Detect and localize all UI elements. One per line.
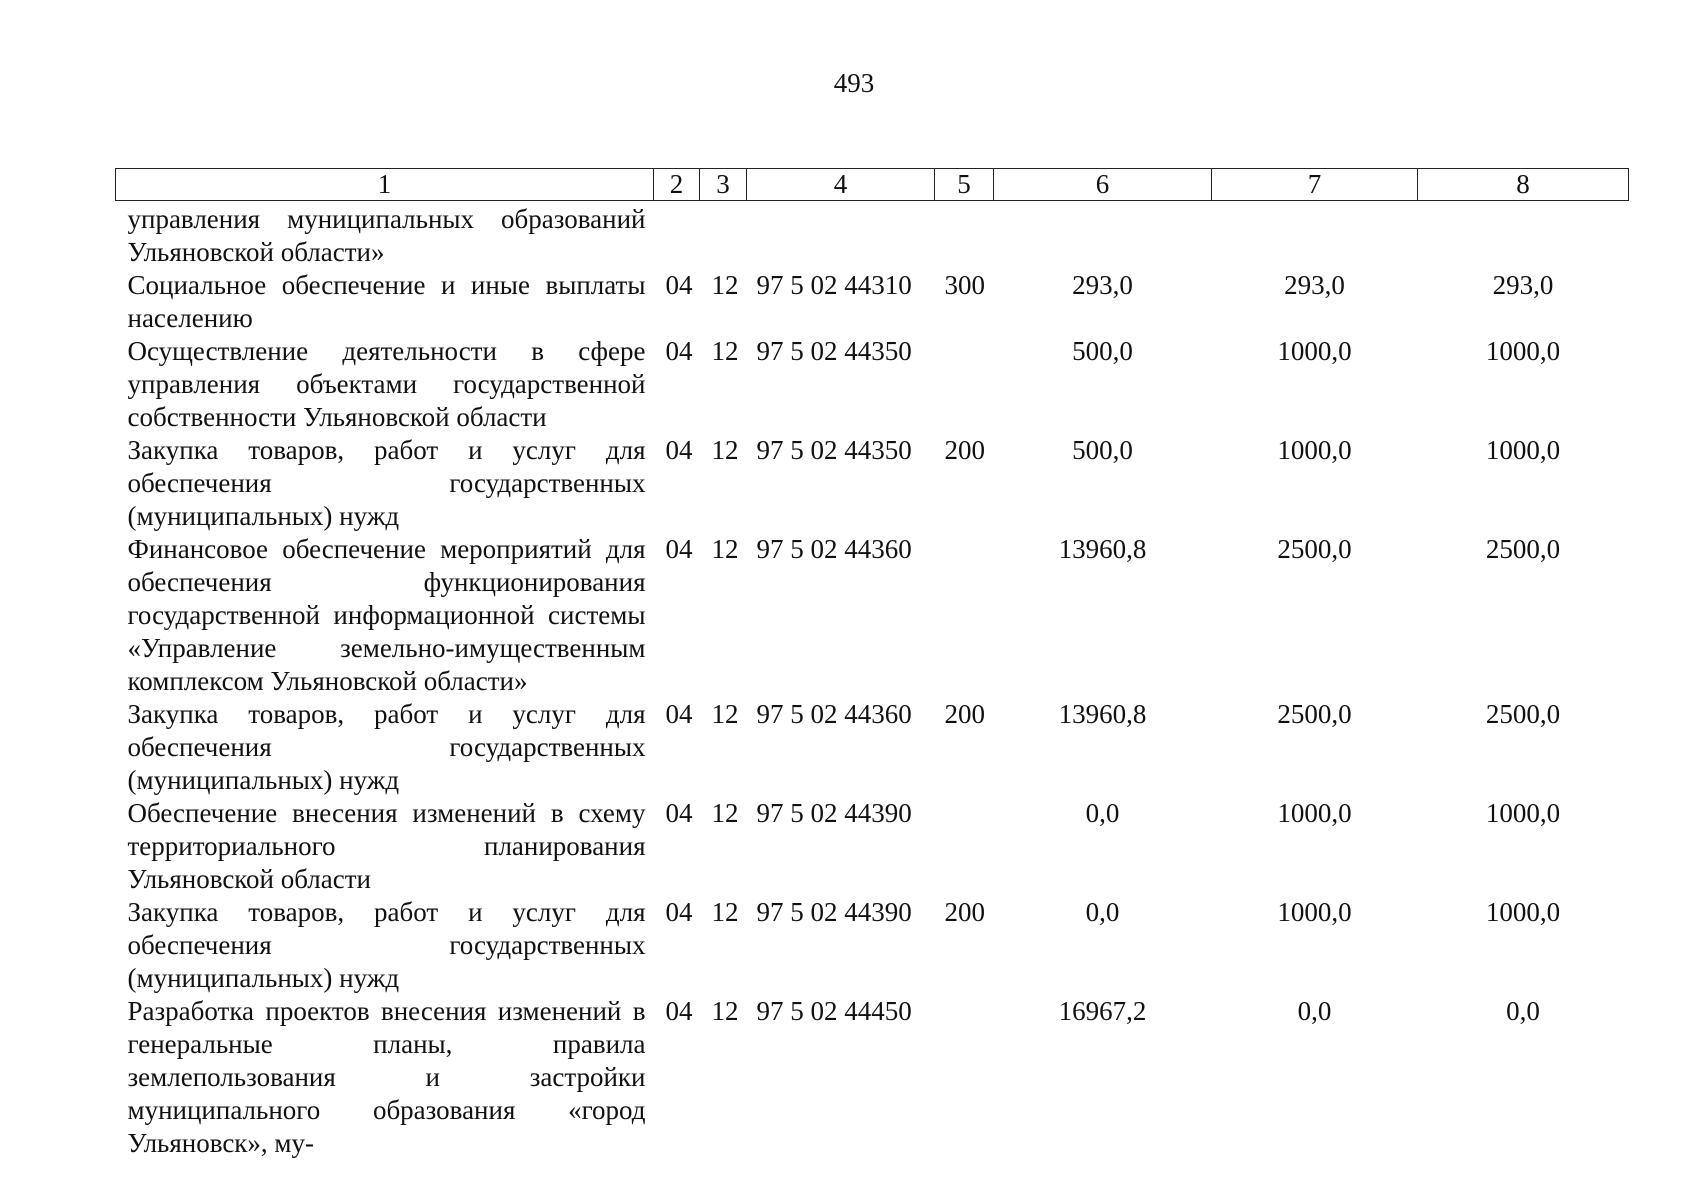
table-row — [116, 995, 1629, 1160]
expense-type-code — [935, 335, 994, 434]
target-article-code: 97 5 02 44360 — [756, 534, 912, 564]
budget-table — [115, 168, 1629, 1160]
section-code: 04 — [665, 798, 693, 828]
target-article-code: 97 5 02 44450 — [756, 996, 912, 1026]
item-name: Закупка товаров, работ и услуг для обеспечения государственных (муниципальных) нужд — [127, 435, 646, 531]
value-col-7: 1000,0 — [1277, 336, 1352, 366]
value-col-8: 1000,0 — [1485, 435, 1561, 465]
item-name: управления муниципальных образований Ульяновской области» — [127, 204, 646, 267]
column-header: 4 — [747, 169, 935, 201]
section-code: 04 — [665, 534, 693, 564]
table-row — [116, 533, 1629, 698]
item-name: Закупка товаров, работ и услуг для обеспечения государственных (муниципальных) нужд — [127, 897, 646, 993]
value-col-7: 1000,0 — [1277, 897, 1352, 927]
value-col-7: 293,0 — [1284, 270, 1345, 300]
target-article-code: 97 5 02 44360 — [756, 699, 912, 729]
value-col-6: 13960,8 — [1058, 699, 1147, 729]
section-code: 04 — [665, 336, 693, 366]
value-col-7: 1000,0 — [1277, 435, 1352, 465]
value-col-8: 0,0 — [1506, 996, 1540, 1026]
subsection-code: 12 — [711, 996, 739, 1026]
value-col-7: 0,0 — [1297, 996, 1332, 1026]
value-col-6: 0,0 — [1085, 897, 1120, 927]
table-row — [116, 896, 1629, 995]
value-col-8: 1000,0 — [1485, 897, 1561, 927]
column-header: 5 — [935, 169, 994, 201]
item-name: Осуществление деятельности в сфере управления объектами государственной собственности Ульяновской области — [127, 336, 646, 432]
subsection-code: 12 — [711, 699, 739, 729]
value-col-6: 500,0 — [1072, 435, 1133, 465]
value-col-8: 1000,0 — [1485, 336, 1561, 366]
subsection-code: 12 — [711, 798, 739, 828]
item-name: Закупка товаров, работ и услуг для обеспечения государственных (муниципальных) нужд — [127, 699, 646, 795]
expense-type-code — [935, 797, 994, 896]
value-col-8: 2500,0 — [1485, 534, 1561, 564]
item-name: Обеспечение внесения изменений в схему территориального планирования Ульяновской области — [127, 798, 646, 894]
target-article-code: 97 5 02 44310 — [756, 270, 912, 300]
table-row — [116, 201, 1629, 270]
table-row — [116, 797, 1629, 896]
value-col-6: 293,0 — [1072, 270, 1133, 300]
expense-type-code — [935, 995, 994, 1160]
column-header: 2 — [654, 169, 700, 201]
expense-type-code: 200 — [944, 699, 985, 729]
section-code: 04 — [665, 435, 693, 465]
subsection-code: 12 — [711, 336, 739, 366]
value-col-7 — [1212, 201, 1418, 270]
target-article-code: 97 5 02 44390 — [756, 798, 912, 828]
subsection-code: 12 — [711, 435, 739, 465]
subsection-code: 12 — [711, 897, 739, 927]
subsection-code: 12 — [711, 270, 739, 300]
expense-type-code: 300 — [944, 270, 985, 300]
budget-table-container — [115, 168, 1628, 1160]
expense-type-code: 200 — [944, 435, 985, 465]
expense-type-code — [935, 533, 994, 698]
table-row — [116, 434, 1629, 533]
column-header: 6 — [994, 169, 1212, 201]
expense-type-code — [935, 201, 994, 270]
value-col-8: 293,0 — [1492, 270, 1554, 300]
header-row — [116, 169, 1629, 201]
target-article-code — [747, 201, 935, 270]
column-header: 8 — [1418, 169, 1629, 201]
value-col-6 — [994, 201, 1212, 270]
section-code: 04 — [665, 699, 693, 729]
value-col-7: 2500,0 — [1277, 534, 1352, 564]
item-name: Социальное обеспечение и иные выплаты населению — [127, 270, 646, 333]
target-article-code: 97 5 02 44350 — [756, 435, 912, 465]
expense-type-code: 200 — [944, 897, 985, 927]
value-col-7: 1000,0 — [1277, 798, 1352, 828]
column-header: 7 — [1212, 169, 1418, 201]
value-col-6: 500,0 — [1072, 336, 1133, 366]
value-col-8 — [1418, 201, 1629, 270]
section-code — [654, 201, 700, 270]
table-row — [116, 698, 1629, 797]
value-col-8: 2500,0 — [1485, 699, 1561, 729]
section-code: 04 — [665, 897, 693, 927]
target-article-code: 97 5 02 44350 — [756, 336, 912, 366]
table-row — [116, 269, 1629, 335]
value-col-6: 0,0 — [1085, 798, 1120, 828]
column-header: 1 — [116, 169, 654, 201]
section-code: 04 — [665, 270, 693, 300]
value-col-6: 13960,8 — [1058, 534, 1147, 564]
value-col-7: 2500,0 — [1277, 699, 1352, 729]
target-article-code: 97 5 02 44390 — [756, 897, 912, 927]
value-col-8: 1000,0 — [1485, 798, 1561, 828]
table-row — [116, 335, 1629, 434]
section-code: 04 — [665, 996, 693, 1026]
item-name: Разработка проектов внесения изменений в генеральные планы, правила землепользования и застройки муниципального образования «город Ульяновск», му- — [127, 996, 646, 1158]
item-name: Финансовое обеспечение мероприятий для обеспечения функционирования государственной информационной системы «Управление земельно-имущественным комплексом Ульяновской области» — [127, 534, 646, 696]
value-col-6: 16967,2 — [1058, 996, 1147, 1026]
column-header: 3 — [700, 169, 747, 201]
table-body — [116, 201, 1629, 1161]
page-number: 493 — [833, 68, 875, 98]
subsection-code — [700, 201, 747, 270]
subsection-code: 12 — [711, 534, 739, 564]
